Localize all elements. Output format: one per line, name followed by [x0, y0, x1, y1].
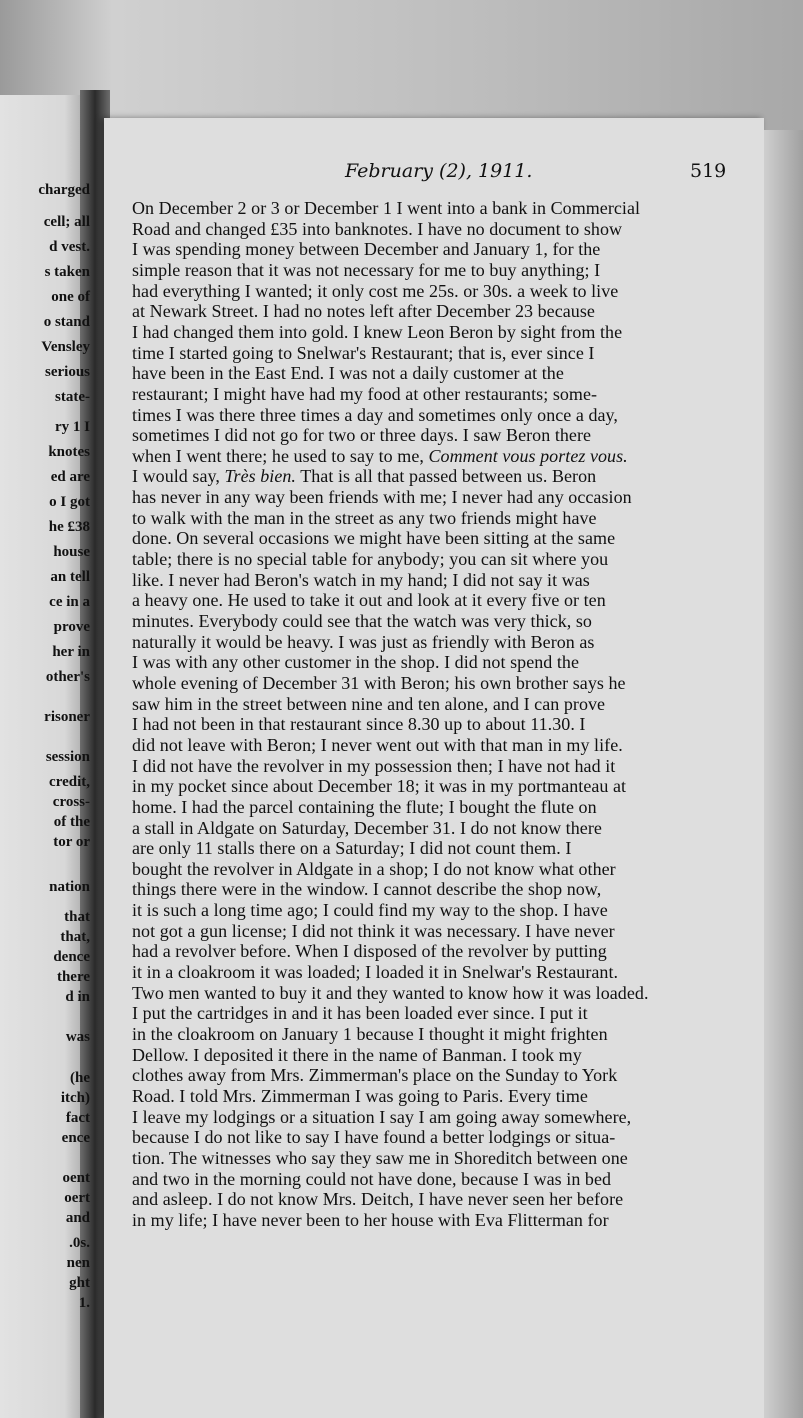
left-margin-fragment: that,: [60, 929, 90, 945]
left-margin-fragment: oent: [62, 1170, 90, 1186]
body-line: [132, 384, 742, 404]
body-line-text: not got a gun license; I did not think it was necessary. I have never: [132, 921, 615, 941]
body-line: [132, 983, 742, 1003]
body-line-text: did not leave with Beron; I never went out with that man in my life.: [132, 735, 623, 755]
body-line-text: things there were in the window. I cannot describe the shop now,: [132, 879, 602, 899]
body-line: [132, 1189, 742, 1209]
body-line: [132, 1086, 742, 1106]
body-line-text: I had not been in that restaurant since 8.30 up to about 11.30. I: [132, 714, 586, 734]
body-line-text: in the cloakroom on January 1 because I thought it might frighten: [132, 1024, 608, 1044]
body-line-text: I leave my lodgings or a situation I say I am going away somewhere,: [132, 1107, 632, 1127]
left-margin-fragment: nation: [49, 879, 90, 895]
left-margin-fragment: one of: [51, 289, 90, 305]
left-margin-fragment: oert: [64, 1190, 90, 1206]
left-margin-fragment: knotes: [48, 444, 90, 460]
left-margin-fragment: 1.: [78, 1295, 90, 1311]
body-line-text: I was spending money between December and January 1, for the: [132, 239, 601, 259]
body-line-text: naturally it would be heavy. I was just as friendly with Beron as: [132, 632, 595, 652]
body-line-text: Road. I told Mrs. Zimmerman I was going to Paris. Every time: [132, 1086, 588, 1106]
body-line: [132, 570, 742, 590]
body-line: [132, 260, 742, 280]
body-line: [132, 1210, 742, 1230]
body-line: [132, 1107, 742, 1127]
left-margin-fragment: o stand: [43, 314, 90, 330]
body-line: [132, 343, 742, 363]
body-line-text: sometimes I did not go for two or three days. I saw Beron there: [132, 425, 592, 445]
body-line-text: Two men wanted to buy it and they wanted to know how it was loaded.: [132, 983, 649, 1003]
body-line: [132, 1065, 742, 1085]
left-margin-fragment: serious: [45, 364, 90, 380]
left-margin-fragment: fact: [65, 1110, 90, 1126]
left-margin-fragment: ce in a: [49, 594, 90, 610]
body-line-text: had everything I wanted; it only cost me 25s. or 30s. a week to live: [132, 281, 619, 301]
body-line-text: table; there is no special table for anybody; you can sit where you: [132, 549, 609, 569]
body-line-text: has never in any way been friends with me; I never had any occasion: [132, 487, 632, 507]
body-line-text: when I went there; he used to say to me,: [132, 446, 424, 466]
left-margin-fragment: that: [64, 909, 90, 925]
left-margin-fragment: was: [65, 1029, 90, 1045]
body-line: [132, 756, 742, 776]
left-margin-fragment: an tell: [50, 569, 90, 585]
body-line-text: and two in the morning could not have done, because I was in bed: [132, 1169, 612, 1189]
foreign-phrase: Très bien.: [219, 466, 296, 486]
body-line: [132, 1148, 742, 1168]
left-margin-fragment: credit,: [49, 774, 90, 790]
body-line: [132, 694, 742, 714]
body-line-text: I was with any other customer in the shop. I did not spend the: [132, 652, 580, 672]
body-line-text: simple reason that it was not necessary for me to buy anything; I: [132, 260, 601, 280]
left-margin-fragment: of the: [53, 814, 90, 830]
body-line: [132, 673, 742, 693]
body-line-text: to walk with the man in the street as any two friends might have: [132, 508, 597, 528]
body-line-text: times I was there three times a day and sometimes only once a day,: [132, 405, 618, 425]
body-line-text: On December 2 or 3 or December 1 I went into a bank in Commercial: [132, 198, 641, 218]
body-line-text: time I started going to Snelwar's Restaurant; that is, ever since I: [132, 343, 595, 363]
left-margin-fragment: risoner: [44, 709, 90, 725]
left-margin-fragment: nen: [66, 1255, 90, 1271]
body-line: [132, 611, 742, 631]
body-line: [132, 446, 742, 466]
body-line-text: I put the cartridges in and it has been loaded ever since. I put it: [132, 1003, 588, 1023]
foreign-phrase: Comment vous portez vous.: [423, 446, 628, 466]
body-line-text: whole evening of December 31 with Beron; his own brother says he: [132, 673, 626, 693]
body-line: [132, 735, 742, 755]
left-margin-fragment: .0s.: [69, 1235, 90, 1251]
body-line: [132, 198, 742, 218]
body-line-continuation: That is all that passed between us. Beron: [295, 466, 597, 486]
left-margin-fragment: house: [53, 544, 90, 560]
body-line: [132, 1127, 742, 1147]
body-line-text: I had changed them into gold. I knew Leon Beron by sight from the: [132, 322, 623, 342]
left-margin-fragment: ed are: [50, 469, 90, 485]
body-line: [132, 1003, 742, 1023]
body-line: [132, 1024, 742, 1044]
body-line-text: in my pocket since about December 18; it was in my portmanteau at: [132, 776, 627, 796]
body-line-text: are only 11 stalls there on a Saturday; I did not count them. I: [132, 838, 572, 858]
body-line: [132, 879, 742, 899]
body-line-text: a heavy one. He used to take it out and look at it every five or ten: [132, 590, 606, 610]
body-line-text: minutes. Everybody could see that the watch was very thick, so: [132, 611, 592, 631]
left-margin-fragment: d in: [65, 989, 90, 1005]
left-margin-fragment: d vest.: [49, 239, 90, 255]
page-number: 519: [690, 160, 727, 182]
body-line: [132, 281, 742, 301]
left-margin-fragment: dence: [53, 949, 90, 965]
body-line-text: it is such a long time ago; I could find my way to the shop. I have: [132, 900, 608, 920]
body-line-text: because I do not like to say I have found a better lodgings or situa-: [132, 1127, 616, 1147]
left-margin-fragment: Vensley: [41, 339, 90, 355]
body-line-text: tion. The witnesses who say they saw me in Shoreditch between one: [132, 1148, 628, 1168]
body-line-text: I did not have the revolver in my possession then; I have not had it: [132, 756, 616, 776]
left-margin-fragment: prove: [53, 619, 90, 635]
left-margin-fragment: charged: [38, 182, 90, 198]
body-line: [132, 1045, 742, 1065]
left-margin-fragment: session: [45, 749, 90, 765]
body-line: [132, 466, 742, 486]
body-line: [132, 941, 742, 961]
body-line-text: I would say,: [132, 466, 220, 486]
left-margin-fragment: cell; all: [43, 214, 90, 230]
left-margin-fragment: cross-: [52, 794, 90, 810]
body-line: [132, 425, 742, 445]
body-line: [132, 487, 742, 507]
left-margin-fragment: tor or: [53, 834, 90, 850]
body-line-text: home. I had the parcel containing the flute; I bought the flute on: [132, 797, 597, 817]
body-line-text: and asleep. I do not know Mrs. Deitch, I have never seen her before: [132, 1189, 624, 1209]
body-line: [132, 632, 742, 652]
left-margin-fragment: ence: [61, 1130, 90, 1146]
body-line: [132, 900, 742, 920]
running-head: February (2), 1911.: [345, 160, 533, 182]
body-line: [132, 714, 742, 734]
body-line-text: restaurant; I might have had my food at other restaurants; some-: [132, 384, 598, 404]
body-line: [132, 859, 742, 879]
left-margin-fragment: s taken: [44, 264, 90, 280]
body-line: [132, 528, 742, 548]
body-line-text: clothes away from Mrs. Zimmerman's place on the Sunday to York: [132, 1065, 618, 1085]
body-line-text: Road and changed £35 into banknotes. I have no document to show: [132, 219, 623, 239]
left-margin-fragment: ry 1 I: [55, 419, 90, 435]
body-line: [132, 797, 742, 817]
body-line: [132, 590, 742, 610]
body-line: [132, 239, 742, 259]
left-margin-fragment: state-: [55, 389, 90, 405]
body-line-text: done. On several occasions we might have been sitting at the same: [132, 528, 616, 548]
page-edge: [764, 130, 803, 1418]
body-line: [132, 363, 742, 383]
body-line-text: saw him in the street between nine and ten alone, and I can prove: [132, 694, 606, 714]
body-line-text: at Newark Street. I had no notes left after December 23 because: [132, 301, 595, 321]
body-line: [132, 322, 742, 342]
body-line-text: had a revolver before. When I disposed of the revolver by putting: [132, 941, 607, 961]
left-margin-fragment: and: [65, 1210, 90, 1226]
body-line-text: Dellow. I deposited it there in the name of Banman. I took my: [132, 1045, 582, 1065]
left-margin-fragment: her in: [52, 644, 90, 660]
body-line: [132, 776, 742, 796]
left-margin-fragment: other's: [45, 669, 90, 685]
body-line: [132, 838, 742, 858]
left-margin-fragment: there: [56, 969, 90, 985]
body-line: [132, 1169, 742, 1189]
body-line-text: bought the revolver in Aldgate in a shop; I do not know what other: [132, 859, 616, 879]
body-line: [132, 405, 742, 425]
body-line: [132, 962, 742, 982]
body-line: [132, 301, 742, 321]
body-line: [132, 921, 742, 941]
left-margin-fragment: ght: [69, 1275, 90, 1291]
body-line-text: like. I never had Beron's watch in my hand; I did not say it was: [132, 570, 590, 590]
body-line-text: it in a cloakroom it was loaded; I loaded it in Snelwar's Restaurant.: [132, 962, 619, 982]
left-margin-fragment: he £38: [48, 519, 90, 535]
left-margin-fragment: o I got: [49, 494, 90, 510]
body-line-text: a stall in Aldgate on Saturday, December 31. I do not know there: [132, 818, 602, 838]
body-line: [132, 508, 742, 528]
body-line: [132, 219, 742, 239]
body-line: [132, 549, 742, 569]
body-line: [132, 652, 742, 672]
body-line-text: have been in the East End. I was not a daily customer at the: [132, 363, 564, 383]
body-line: [132, 818, 742, 838]
body-line-text: in my life; I have never been to her house with Eva Flitterman for: [132, 1210, 609, 1230]
left-margin-fragment: itch): [60, 1090, 90, 1106]
left-margin-fragment: (he: [70, 1070, 90, 1086]
